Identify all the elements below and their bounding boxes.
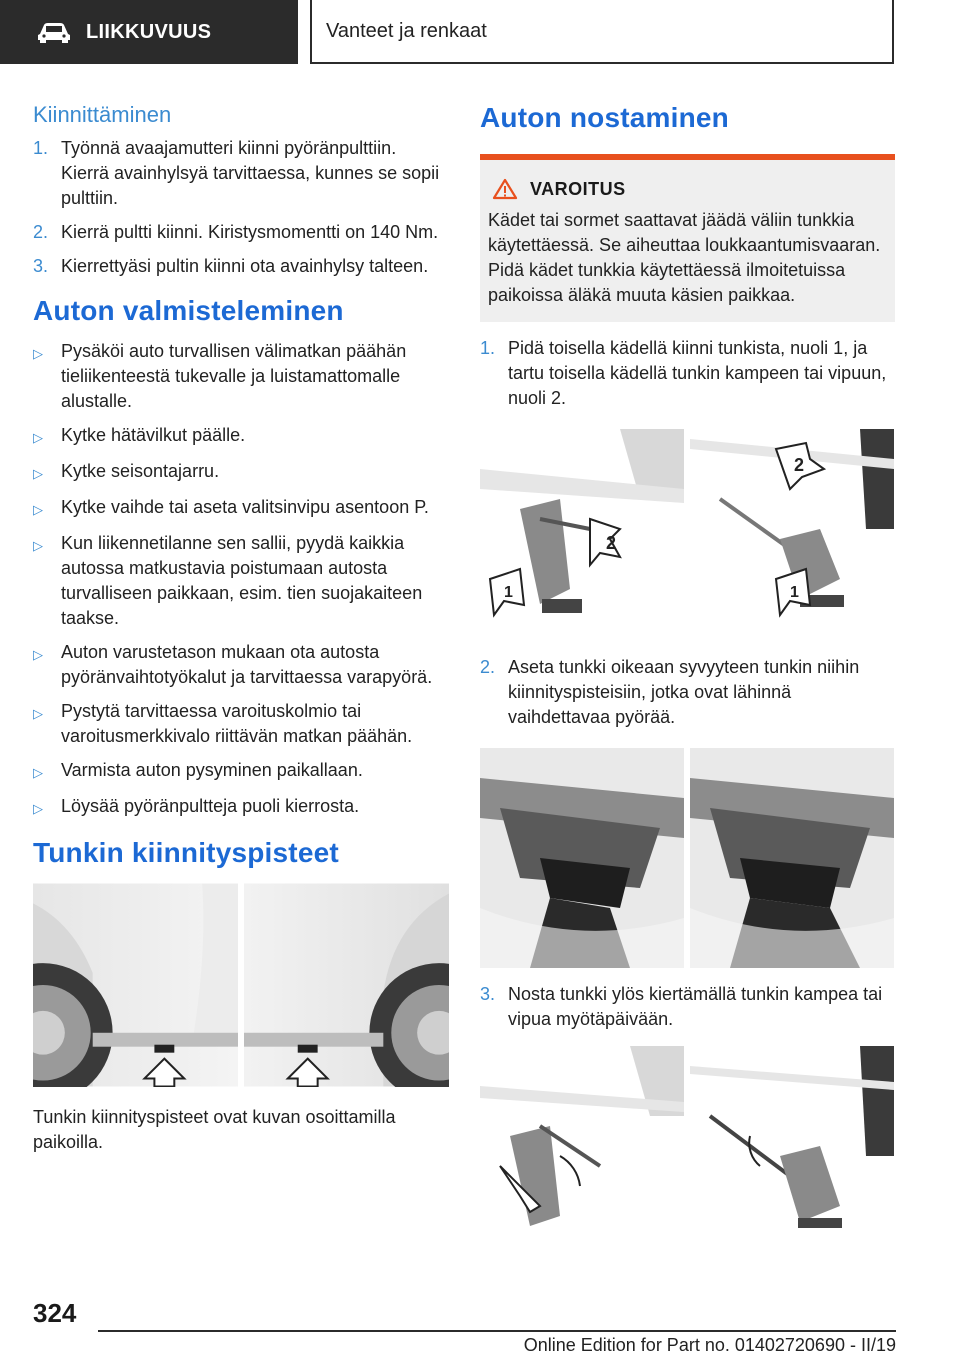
jack-handling-figure (480, 429, 895, 619)
nostaminen-heading: Auton nostaminen (480, 102, 729, 133)
step-text: Pidä toisella kädellä kiinni tunkista, nuoli 1, ja tartu toisella kädellä tunkin kampeen tai vipuun, nuoli 2. (508, 338, 887, 408)
bullet-text: Kytke vaihde tai aseta valitsinvipu asentoon P. (61, 497, 429, 517)
jack-raise-left-image (480, 1046, 684, 1230)
valmisteleminen-list (33, 339, 449, 821)
chapter-header (310, 0, 894, 64)
jack-position-figure (480, 748, 895, 968)
bullet-text: Kun liikennetilanne sen sallii, pyydä kaikkia autossa matkustavia poistumaan autosta turvalliseen paikkaan, esim. tien suojakaiteen taakse. (61, 533, 423, 628)
edition-text: Online Edition for Part no. 01402720690 - II/19 (523, 1335, 896, 1355)
bullet-text: Pysäköi auto turvallisen välimatkan päähän tieliikenteestä tukevalle ja luistamattomalle alustalle. (61, 341, 407, 411)
jack-raise-right-image (690, 1046, 894, 1230)
bullet-icon: ▷ (33, 706, 43, 721)
bullet-item (33, 699, 449, 749)
step-text: Kierrettyäsi pultin kiinni ota avainhylsy talteen. (61, 256, 429, 276)
warning-text: Kädet tai sormet saattavat jäädä väliin tunkkia käytettäessä. Se aiheuttaa loukkaantumisvaaran. Pidä kädet tunkkia käytettäessä ilmoitetuissa paikoissa äläkä muuta käsien paikkaa. (488, 210, 881, 305)
bullet-item (33, 531, 449, 631)
jack-raise-figure (480, 1046, 895, 1230)
section-tab (0, 0, 298, 64)
step-text: Aseta tunkki oikeaan syvyyteen tunkin niihin kiinnityspisteisiin, jotka ovat lähinnä vaihdettavaa pyörää. (508, 657, 860, 727)
step-number: 1. (480, 338, 496, 358)
jack-hold-left-image (480, 429, 684, 619)
bullet-item (33, 758, 449, 785)
bullet-icon: ▷ (33, 466, 43, 481)
arrow-label-2: 2 (794, 455, 805, 475)
bullet-item (33, 339, 449, 414)
bullet-text: Kytke hätävilkut päälle. (61, 425, 246, 445)
kiinnittaminen-steps (33, 136, 449, 279)
section-title: LIIKKUVUUS (86, 20, 212, 43)
bullet-text: Kytke seisontajarru. (61, 461, 220, 481)
bullet-icon: ▷ (33, 647, 43, 662)
step-item (33, 254, 449, 279)
bullet-icon: ▷ (33, 346, 43, 361)
step-number: 1. (33, 138, 49, 158)
car-icon (36, 20, 72, 44)
bullet-icon: ▷ (33, 538, 43, 553)
step-number: 3. (480, 984, 496, 1004)
bullet-item (33, 423, 449, 450)
page-number: 324 (33, 1298, 77, 1328)
figure-caption: Tunkin kiinnityspisteet ovat kuvan osoittamilla paikoilla. (33, 1107, 396, 1152)
step-item (480, 336, 895, 411)
step-text: Kierrä pultti kiinni. Kiristysmomentti on 140 Nm. (61, 222, 439, 242)
bullet-item (33, 640, 449, 690)
bullet-text: Auton varustetason mukaan ota autosta pyöränvaihtotyökalut ja tarvittaessa varapyörä. (61, 642, 433, 687)
arrow-label-1: 1 (790, 584, 799, 601)
bullet-text: Pystytä tarvittaessa varoituskolmio tai varoitusmerkkivalo riittävän matkan päähän. (61, 701, 413, 746)
arrow-label-2: 2 (606, 533, 617, 553)
bullet-icon: ▷ (33, 502, 43, 517)
warning-box (480, 154, 895, 322)
kiinnityspisteet-heading: Tunkin kiinnityspisteet (33, 837, 339, 868)
jack-position-right-image (690, 748, 894, 968)
bullet-icon: ▷ (33, 801, 43, 816)
bullet-item (33, 459, 449, 486)
nostaminen-steps (480, 336, 895, 411)
jacking-point-front-image (33, 883, 238, 1087)
warning-title: VAROITUS (530, 178, 626, 199)
jacking-point-rear-image (244, 883, 449, 1087)
footer-divider (98, 1330, 896, 1332)
bullet-item (33, 495, 449, 522)
kiinnittaminen-heading: Kiinnittäminen (33, 102, 172, 127)
bullet-icon: ▷ (33, 765, 43, 780)
chapter-title: Vanteet ja renkaat (326, 19, 487, 42)
right-column (480, 100, 895, 1230)
arrow-label-1: 1 (504, 584, 513, 601)
jack-position-left-image (480, 748, 684, 968)
left-column (33, 100, 449, 1155)
step-item (480, 982, 895, 1032)
step-number: 2. (33, 222, 49, 242)
step-text: Työnnä avaajamutteri kiinni pyöränpulttiin. Kierrä avainhylsyä tarvittaessa, kunnes se sopii pulttiin. (61, 138, 440, 208)
bullet-icon: ▷ (33, 430, 43, 445)
bullet-text: Varmista auton pysyminen paikallaan. (61, 760, 363, 780)
step-text: Nosta tunkki ylös kiertämällä tunkin kampea tai vipua myötäpäivään. (508, 984, 883, 1029)
jacking-points-figure (33, 883, 449, 1087)
valmisteleminen-heading: Auton valmisteleminen (33, 295, 344, 326)
step-item (33, 136, 449, 211)
warning-triangle-icon (492, 178, 518, 200)
bullet-text: Löysää pyöränpultteja puoli kierrosta. (61, 796, 360, 816)
step-item (480, 655, 895, 730)
nostaminen-steps-3 (480, 982, 895, 1032)
step-number: 3. (33, 256, 49, 276)
jack-hold-right-image (690, 429, 894, 619)
bullet-item (33, 794, 449, 821)
step-item (33, 220, 449, 245)
nostaminen-steps-2 (480, 655, 895, 730)
step-number: 2. (480, 657, 496, 677)
